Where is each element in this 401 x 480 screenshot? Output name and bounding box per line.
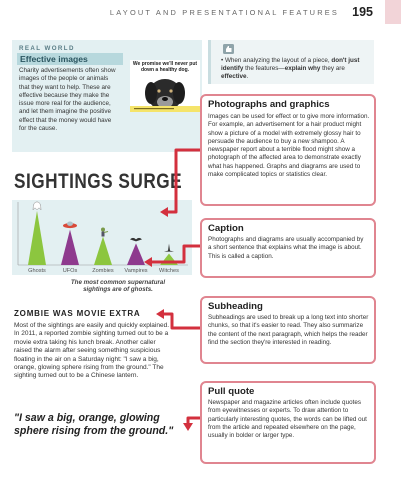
photographs-card-title: Photographs and graphics (208, 99, 330, 110)
caption-card-text: Photographs and diagrams are usually accompanied by a short sentence that explains what the image is about. This is called a caption. (208, 236, 364, 260)
section-title: LAYOUT AND PRESENTATIONAL FEATURES (109, 8, 339, 17)
arrow-to-caption (150, 246, 200, 262)
tip-text: • When analyzing the layout of a piece, don't just identify the features—explain why they are effective. (221, 57, 360, 80)
photographs-card-text: Images can be used for effect or to give more information. For example, an advertisement for a hair product might show a picture of a model with extremely glossy hair to persuade the audience to buy a new shampoo. A newspaper report about a terrible flood might show a photograph of the affected area to demonstrate exactly what has happened. Graphs and diagrams are used to make complicated topics or statistics clear. (208, 113, 370, 179)
chart-label-zombies: Zombies (92, 268, 114, 274)
arrow-to-subheading (162, 314, 200, 328)
pull-quote-card-text: Newspaper and magazine articles often include quotes from eyewitnesses or experts. To draw attention to particularly interesting quotes, the words can be lifted out from the article and repeated elsewhere on the page, usually in bolder or larger type. (208, 399, 367, 440)
arrowhead-pull-quote (183, 423, 193, 431)
chart-label-ghosts: Ghosts (28, 268, 46, 274)
page-number: 195 (352, 5, 373, 19)
article-pull-quote: "I saw a big, orange, glowing sphere rising from the ground." (14, 412, 174, 438)
advert-headline: We promise we'll never put down a healthy dog. (132, 61, 198, 73)
real-world-title: Effective images (17, 53, 123, 65)
arrowhead-caption (144, 257, 152, 267)
chart-caption: The most common supernatural sightings are of ghosts. (70, 279, 166, 294)
subheading-card-title: Subheading (208, 301, 263, 312)
subheading-card-text: Subheadings are used to break up a long text into shorter chunks, so that it's easier to read. They also summarize the content of the next paragraph, which helps the reader find the section they're interested in reading. (208, 314, 369, 346)
pull-quote-card-title: Pull quote (208, 386, 255, 397)
article-body: Most of the sightings are easily and quickly explained. In 2011, a reported zombie sighting turned out to be a movie extra taking his lunch break. Another caller raised the alarm after seeing something suspicious floating in the air on a Saturday night: "I saw a big, orange, glowing sphere rising from the ground." The sighting turned out to be a Chinese lantern. (14, 322, 170, 380)
arrow-to-chart (166, 150, 200, 212)
chart-label-ufos: UFOs (62, 268, 78, 274)
chart-label-vampires: Vampires (124, 268, 148, 274)
real-world-kicker: REAL WORLD (19, 45, 75, 52)
article-headline: SIGHTINGS SURGE (14, 170, 183, 193)
real-world-text: Charity advertisements often show images of the people or animals that they want to help. These are effective because they make the issue more real for the audience, and let them imagine the positive effect that the money would have for the cause. (19, 67, 116, 133)
article-subheading: ZOMBIE WAS MOVIE EXTRA (14, 309, 141, 318)
caption-card-title: Caption (208, 223, 244, 234)
arrowhead-subheading (156, 309, 164, 319)
chart-label-witches: Witches (159, 268, 179, 274)
arrowhead-chart (160, 207, 168, 217)
